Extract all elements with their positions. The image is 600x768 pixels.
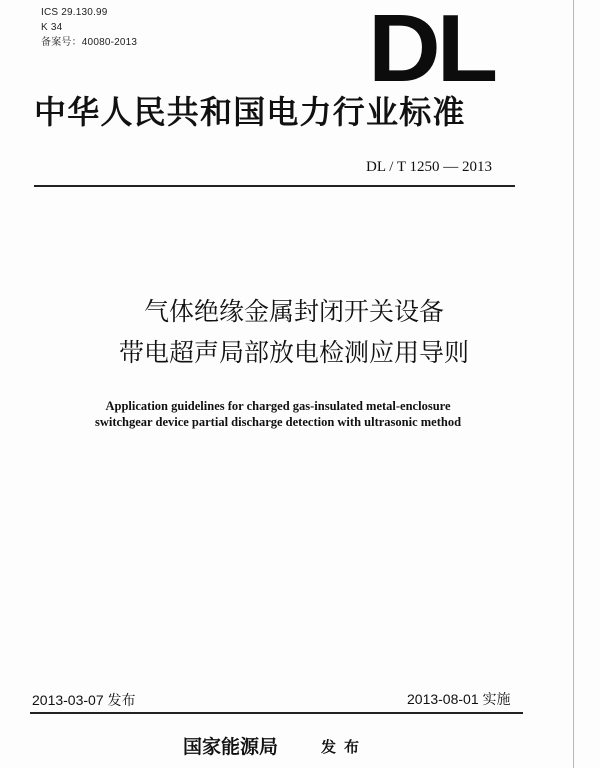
english-title-line-1: Application guidelines for charged gas-insulated metal-enclosure	[105, 399, 451, 413]
issue-date: 2013-03-07 发布	[32, 692, 136, 708]
top-divider	[34, 185, 515, 187]
classification-code: K 34	[41, 22, 63, 33]
implementation-date: 2013-08-01 实施	[407, 691, 511, 707]
page-edge	[573, 0, 574, 768]
record-number: 备案号：40080-2013	[41, 37, 138, 48]
bottom-divider	[30, 712, 523, 714]
english-title-line-2: switchgear device partial discharge detection with ultrasonic method	[94, 415, 462, 429]
publisher-name: 国家能源局	[183, 736, 279, 758]
chinese-title-line-2: 带电超声局部放电检测应用导则	[118, 338, 469, 367]
dl-logo: DL	[368, 0, 494, 102]
ics-code: ICS 29.130.99	[41, 7, 108, 18]
standard-number: DL / T 1250 — 2013	[366, 159, 492, 175]
publish-label: 发布	[321, 738, 368, 756]
chinese-title-line-1: 气体绝缘金属封闭开关设备	[143, 297, 444, 326]
standard-category-title: 中华人民共和国电力行业标准	[34, 93, 466, 131]
